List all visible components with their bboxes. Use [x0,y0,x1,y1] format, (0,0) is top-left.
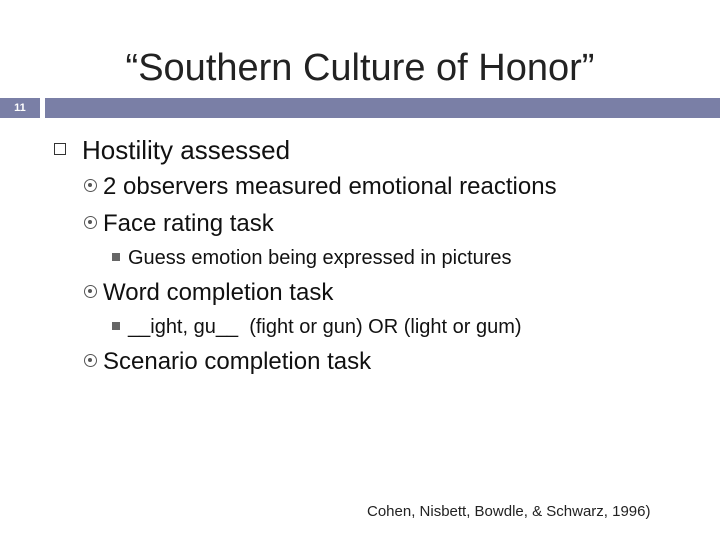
bullet-level-3 [112,245,512,271]
citation: Cohen, Nisbett, Bowdle, & Schwarz, 1996) [367,503,651,520]
bullet-text: Scenario completion task [103,348,372,375]
bullet-text: Face rating task [103,210,274,237]
slide-number: 11 [0,98,40,118]
bullet-text: 2 observers measured emotional reactions [103,173,557,200]
heading-text: Hostility assessed [82,135,291,165]
square-fill-bullet-icon [112,253,120,261]
bullet-text: __ight, gu__ (fight or gun) OR (light or gum) [128,316,522,338]
bullet-level-2 [84,347,371,377]
target-bullet-icon [84,354,97,367]
bullet-level-1 [54,134,290,166]
bullet-level-2 [84,278,333,308]
slide-title: “Southern Culture of Honor” [125,47,595,89]
header-bar [45,98,720,118]
bullet-text: Guess emotion being expressed in pictures [128,247,512,269]
target-bullet-icon [84,285,97,298]
square-bullet-icon [54,143,66,155]
bullet-level-2 [84,172,557,202]
bullet-level-3 [112,314,522,340]
square-fill-bullet-icon [112,322,120,330]
bullet-level-2 [84,209,274,239]
bullet-text: Word completion task [103,279,334,306]
target-bullet-icon [84,216,97,229]
target-bullet-icon [84,179,97,192]
